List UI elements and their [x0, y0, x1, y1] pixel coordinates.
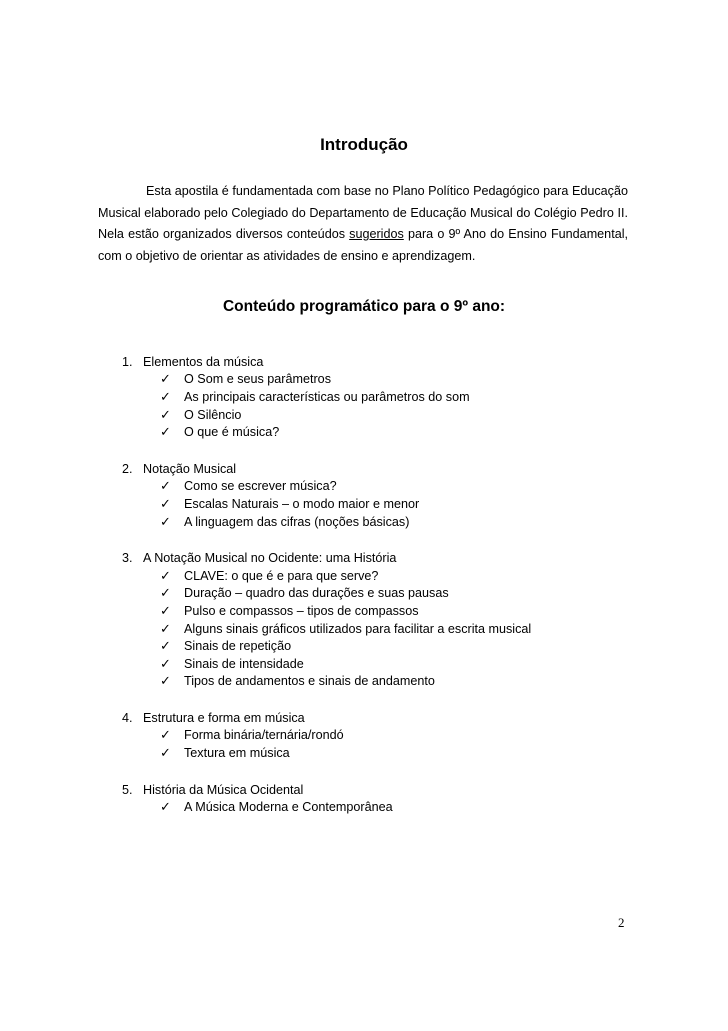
list-item-text: Textura em música [184, 746, 290, 761]
page-number: 2 [618, 915, 625, 930]
section-heading [122, 353, 682, 371]
checkmark-icon: ✓ [160, 478, 171, 494]
checkmark-icon: ✓ [160, 371, 171, 387]
list-item-text: CLAVE: o que é e para que serve? [184, 568, 379, 583]
list-item-text: Pulso e compassos – tipos de compassos [184, 603, 419, 618]
list-item-text: Escalas Naturais – o modo maior e menor [184, 496, 420, 511]
checkmark-icon: ✓ [160, 495, 171, 511]
content-section [122, 549, 682, 690]
list-item-text: Como se escrever música? [184, 479, 337, 494]
checkmark-icon: ✓ [160, 406, 171, 422]
intro-underlined-word: sugeridos [349, 227, 404, 241]
list-item [160, 620, 682, 638]
list-item [160, 513, 682, 531]
list-item-text: Sinais de intensidade [184, 656, 304, 671]
section-number: 4. [122, 710, 133, 725]
list-item [160, 655, 682, 673]
checkmark-icon: ✓ [160, 799, 171, 815]
sub-item-list [122, 798, 682, 816]
list-item-text: Forma binária/ternária/rondó [184, 728, 344, 743]
section-heading [122, 549, 682, 567]
section-label: Notação Musical [143, 461, 237, 476]
list-item [160, 798, 682, 816]
checkmark-icon: ✓ [160, 388, 171, 404]
intro-paragraph [98, 181, 628, 267]
section-subtitle: Conteúdo programático para o 9º ano: [222, 298, 506, 315]
checkmark-icon: ✓ [160, 673, 171, 689]
page-title: Introdução [320, 135, 408, 154]
section-heading [122, 460, 682, 478]
list-item-text: As principais características ou parâmetros do som [184, 389, 470, 404]
list-item [160, 744, 682, 762]
list-item [160, 423, 682, 441]
list-item [160, 406, 682, 424]
section-heading [122, 781, 682, 799]
section-number: 3. [122, 551, 133, 566]
checkmark-icon: ✓ [160, 567, 171, 583]
list-item-text: Sinais de repetição [184, 639, 292, 654]
section-number: 1. [122, 354, 133, 369]
checkmark-icon: ✓ [160, 745, 171, 761]
list-item [160, 585, 682, 603]
list-item-text: O Silêncio [184, 407, 242, 422]
list-item [160, 602, 682, 620]
checkmark-icon: ✓ [160, 513, 171, 529]
sub-item-list [122, 727, 682, 762]
content-section [122, 781, 682, 816]
checkmark-icon: ✓ [160, 585, 171, 601]
list-item-text: O que é música? [184, 425, 280, 440]
list-item [160, 388, 682, 406]
checkmark-icon: ✓ [160, 655, 171, 671]
list-item-text: A Música Moderna e Contemporânea [184, 800, 393, 815]
checkmark-icon: ✓ [160, 638, 171, 654]
list-item-text: Tipos de andamentos e sinais de andamento [184, 674, 435, 689]
checkmark-icon: ✓ [160, 602, 171, 618]
sub-item-list [122, 567, 682, 690]
list-item [160, 567, 682, 585]
list-item-text: Alguns sinais gráficos utilizados para facilitar a escrita musical [184, 621, 532, 636]
intro-text-before: Esta apostila é fundamentada com base no Plano Político Pedagógico para Educação Musical elaborado pelo Colegiado do Departamento de Educação Musical do Colégio Pedro II. Nela estão organizados diversos conteúdos [98, 184, 628, 241]
intro-text-after: para o 9º Ano do Ensino Fundamental, com o objetivo de orientar as atividades de ensino e aprendizagem. [98, 227, 628, 263]
checkmark-icon: ✓ [160, 620, 171, 636]
list-item [160, 727, 682, 745]
list-item-text: O Som e seus parâmetros [184, 372, 331, 387]
content-section [122, 709, 682, 762]
list-item [160, 371, 682, 389]
list-item-text: A linguagem das cifras (noções básicas) [184, 514, 410, 529]
list-item-text: Duração – quadro das durações e suas pausas [184, 586, 449, 601]
checkmark-icon: ✓ [160, 424, 171, 440]
list-item [160, 495, 682, 513]
section-label: A Notação Musical no Ocidente: uma História [143, 551, 397, 566]
list-item [160, 637, 682, 655]
section-label: História da Música Ocidental [143, 782, 304, 797]
content-list [122, 353, 682, 835]
content-section [122, 353, 682, 441]
content-section [122, 460, 682, 530]
sub-item-list [122, 371, 682, 441]
list-item [160, 673, 682, 691]
section-label: Estrutura e forma em música [143, 710, 305, 725]
checkmark-icon: ✓ [160, 727, 171, 743]
list-item [160, 478, 682, 496]
sub-item-list [122, 478, 682, 531]
section-heading [122, 709, 682, 727]
section-number: 5. [122, 782, 133, 797]
section-label: Elementos da música [143, 354, 264, 369]
section-number: 2. [122, 461, 133, 476]
